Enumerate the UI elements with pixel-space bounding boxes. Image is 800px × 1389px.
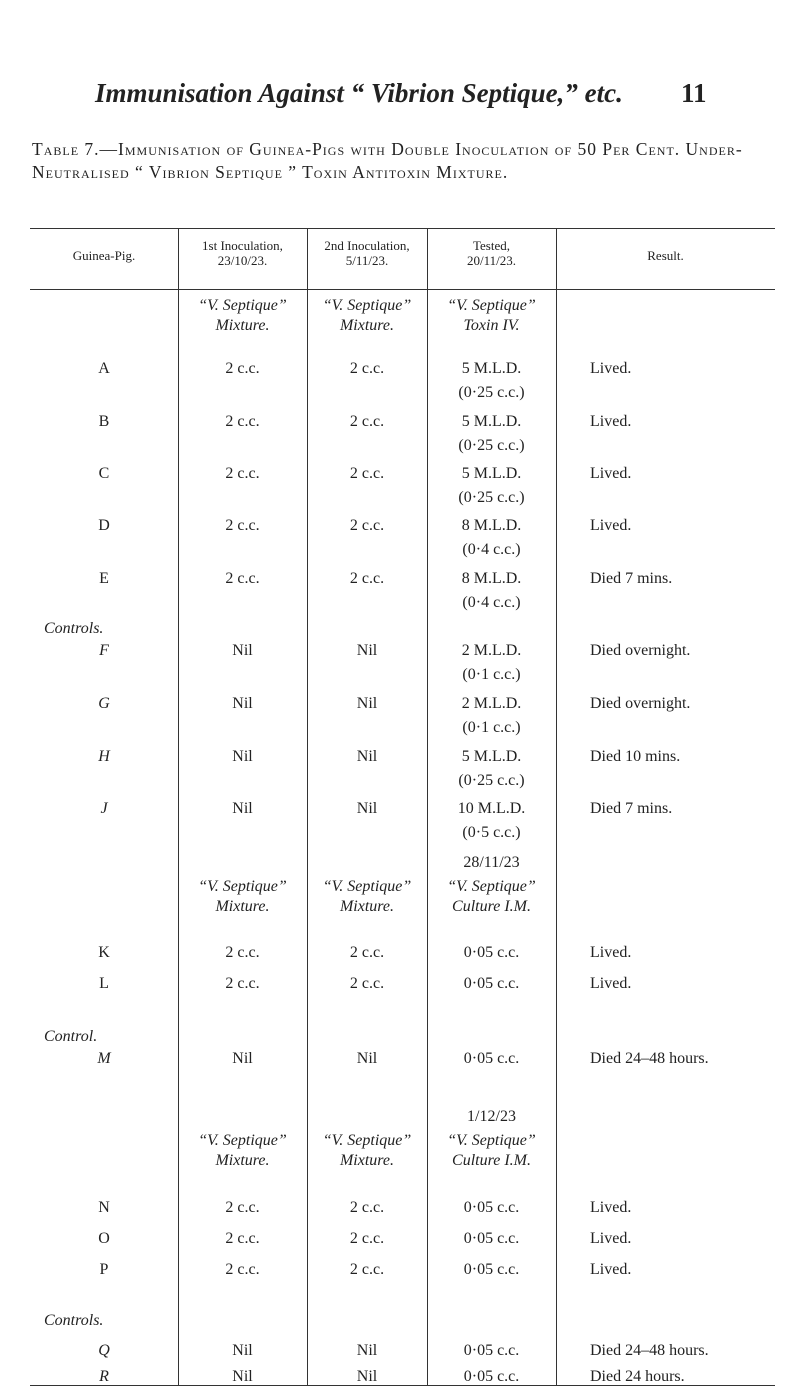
row-pig-C: C bbox=[98, 465, 110, 482]
row-tested-dose: 2 M.L.D. bbox=[461, 695, 522, 712]
row-result: Lived. bbox=[590, 413, 632, 430]
sub-header-first-2: Mixture. bbox=[215, 317, 270, 334]
running-head-title: Immunisation Against “ Vibrion Septique,” etc. bbox=[95, 78, 623, 108]
row-tested-volume: (0·1 c.c.) bbox=[462, 719, 521, 736]
row-tested-dose: 2 M.L.D. bbox=[461, 642, 522, 659]
section-date: 1/12/23 bbox=[467, 1108, 516, 1125]
row-first-inoc: 2 c.c. bbox=[225, 517, 260, 534]
row-tested-volume: (0·4 c.c.) bbox=[462, 541, 521, 558]
row-tested-dose: 10 M.L.D. bbox=[457, 800, 526, 817]
row-result: Died overnight. bbox=[590, 695, 691, 712]
row-pig-E: E bbox=[99, 570, 109, 587]
row-result: Died 24–48 hours. bbox=[590, 1342, 709, 1359]
sub-header-second: “V. Septique” bbox=[322, 1132, 412, 1149]
row-first-inoc: 2 c.c. bbox=[225, 975, 260, 992]
sub-header-second-2: Mixture. bbox=[339, 1152, 395, 1169]
row-tested-dose: 0·05 c.c. bbox=[463, 1368, 520, 1385]
row-first-inoc: 2 c.c. bbox=[225, 360, 260, 377]
header-first-inoculation: 1st Inoculation, 23/10/23. bbox=[202, 238, 283, 268]
sub-header-tested: “V. Septique” bbox=[447, 878, 536, 895]
sub-header-second: “V. Septique” bbox=[322, 878, 412, 895]
row-pig-P: P bbox=[99, 1261, 109, 1278]
row-pig-A: A bbox=[98, 360, 110, 377]
row-second-inoc: 2 c.c. bbox=[349, 1261, 385, 1278]
row-tested-volume: (0·4 c.c.) bbox=[462, 594, 521, 611]
header-tested: Tested, 20/11/23. bbox=[467, 238, 516, 268]
row-result: Died 24 hours. bbox=[590, 1368, 685, 1385]
row-first-inoc: 2 c.c. bbox=[225, 570, 260, 587]
row-tested-dose: 0·05 c.c. bbox=[463, 944, 520, 961]
row-pig-B: B bbox=[98, 413, 110, 430]
row-second-inoc: 2 c.c. bbox=[349, 360, 385, 377]
controls-label: Controls. bbox=[44, 1312, 104, 1329]
row-pig-M: M bbox=[97, 1050, 111, 1067]
row-tested-volume: (0·25 c.c.) bbox=[458, 437, 525, 454]
row-pig-K: K bbox=[98, 944, 110, 961]
row-result: Lived. bbox=[590, 517, 632, 534]
row-pig-D: D bbox=[98, 517, 110, 534]
row-result: Died 24–48 hours. bbox=[590, 1050, 709, 1067]
row-second-inoc: Nil bbox=[356, 748, 378, 765]
row-first-inoc: Nil bbox=[232, 748, 253, 765]
row-first-inoc: Nil bbox=[232, 1342, 253, 1359]
row-second-inoc: Nil bbox=[356, 1368, 378, 1385]
row-first-inoc: 2 c.c. bbox=[225, 465, 260, 482]
row-second-inoc: Nil bbox=[356, 1050, 378, 1067]
row-second-inoc: 2 c.c. bbox=[349, 1199, 385, 1216]
row-second-inoc: 2 c.c. bbox=[349, 1230, 385, 1247]
column-rule-4 bbox=[556, 228, 557, 1385]
row-pig-F: F bbox=[99, 642, 109, 659]
row-result: Died 7 mins. bbox=[590, 570, 673, 587]
row-result: Died 7 mins. bbox=[590, 800, 673, 817]
row-tested-volume: (0·25 c.c.) bbox=[458, 489, 525, 506]
row-result: Lived. bbox=[590, 465, 632, 482]
page-number: 11 bbox=[681, 78, 707, 108]
row-result: Died overnight. bbox=[590, 642, 691, 659]
row-second-inoc: Nil bbox=[356, 695, 378, 712]
header-second-inoculation: 2nd Inoculation, 5/11/23. bbox=[324, 238, 410, 268]
row-first-inoc: 2 c.c. bbox=[225, 1199, 260, 1216]
row-tested-volume: (0·5 c.c.) bbox=[462, 824, 521, 841]
header-result: Result. bbox=[647, 248, 684, 263]
table-caption-label: Table 7. bbox=[32, 139, 100, 159]
sub-header-first: “V. Septique” bbox=[198, 297, 287, 314]
row-tested-dose: 5 M.L.D. bbox=[461, 748, 522, 765]
row-pig-O: O bbox=[98, 1230, 110, 1247]
row-tested-dose: 0·05 c.c. bbox=[463, 1230, 520, 1247]
row-first-inoc: Nil bbox=[232, 695, 253, 712]
row-pig-L: L bbox=[99, 975, 109, 992]
table-caption-text: —Immunisation of Guinea-Pigs with Double Inoculation of 50 Per Cent. Under-Neutralised “ Vibrion Septique ” Toxin Antitoxin Mixture. bbox=[32, 139, 743, 182]
section-date: 28/11/23 bbox=[463, 854, 520, 871]
row-pig-J: J bbox=[100, 800, 108, 817]
sub-header-first-2: Mixture. bbox=[215, 1152, 270, 1169]
row-pig-R: R bbox=[99, 1368, 109, 1385]
sub-header-first: “V. Septique” bbox=[198, 878, 287, 895]
row-second-inoc: Nil bbox=[356, 1342, 378, 1359]
sub-header-tested: “V. Septique” bbox=[447, 297, 536, 314]
row-first-inoc: Nil bbox=[232, 1050, 253, 1067]
row-first-inoc: Nil bbox=[232, 800, 253, 817]
row-first-inoc: 2 c.c. bbox=[225, 1230, 260, 1247]
row-second-inoc: 2 c.c. bbox=[349, 944, 385, 961]
controls-label: Controls. bbox=[44, 620, 104, 637]
row-second-inoc: 2 c.c. bbox=[349, 975, 385, 992]
sub-header-tested: “V. Septique” bbox=[447, 1132, 536, 1149]
row-tested-dose: 0·05 c.c. bbox=[463, 1050, 520, 1067]
row-tested-dose: 5 M.L.D. bbox=[461, 360, 522, 377]
row-second-inoc: 2 c.c. bbox=[349, 517, 385, 534]
row-second-inoc: 2 c.c. bbox=[349, 570, 385, 587]
sub-header-tested-2: Culture I.M. bbox=[452, 898, 531, 915]
sub-header-second-2: Mixture. bbox=[339, 317, 395, 334]
row-first-inoc: 2 c.c. bbox=[225, 944, 260, 961]
row-tested-dose: 0·05 c.c. bbox=[463, 1261, 520, 1278]
header-guinea-pig: Guinea-Pig. bbox=[72, 248, 136, 263]
row-first-inoc: 2 c.c. bbox=[225, 1261, 260, 1278]
row-pig-N: N bbox=[98, 1199, 110, 1216]
row-tested-dose: 8 M.L.D. bbox=[461, 517, 522, 534]
row-pig-G: G bbox=[98, 695, 110, 712]
row-tested-dose: 0·05 c.c. bbox=[463, 975, 520, 992]
sub-header-tested-2: Culture I.M. bbox=[452, 1152, 531, 1169]
sub-header-first: “V. Septique” bbox=[198, 1132, 287, 1149]
row-second-inoc: Nil bbox=[356, 642, 378, 659]
row-tested-volume: (0·25 c.c.) bbox=[458, 772, 525, 789]
row-result: Lived. bbox=[590, 360, 632, 377]
row-pig-H: H bbox=[98, 748, 110, 765]
row-tested-dose: 0·05 c.c. bbox=[463, 1199, 520, 1216]
row-second-inoc: 2 c.c. bbox=[349, 413, 385, 430]
row-tested-volume: (0·1 c.c.) bbox=[462, 666, 521, 683]
sub-header-tested-2: Toxin IV. bbox=[463, 317, 520, 334]
row-first-inoc: Nil bbox=[232, 1368, 253, 1385]
row-second-inoc: Nil bbox=[356, 800, 378, 817]
row-result: Lived. bbox=[590, 975, 632, 992]
row-tested-dose: 5 M.L.D. bbox=[461, 413, 522, 430]
row-tested-volume: (0·25 c.c.) bbox=[458, 384, 525, 401]
table-header-rule bbox=[30, 289, 775, 290]
row-second-inoc: 2 c.c. bbox=[349, 465, 385, 482]
row-pig-Q: Q bbox=[98, 1342, 110, 1359]
row-first-inoc: 2 c.c. bbox=[225, 413, 260, 430]
row-result: Lived. bbox=[590, 944, 632, 961]
row-tested-dose: 8 M.L.D. bbox=[461, 570, 522, 587]
row-result: Lived. bbox=[590, 1230, 632, 1247]
row-result: Lived. bbox=[590, 1199, 632, 1216]
row-result: Lived. bbox=[590, 1261, 632, 1278]
sub-header-second-2: Mixture. bbox=[339, 898, 395, 915]
row-first-inoc: Nil bbox=[232, 642, 253, 659]
row-tested-dose: 0·05 c.c. bbox=[463, 1342, 520, 1359]
sub-header-first-2: Mixture. bbox=[215, 898, 270, 915]
controls-label: Control. bbox=[44, 1028, 98, 1045]
sub-header-second: “V. Septique” bbox=[322, 297, 412, 314]
row-result: Died 10 mins. bbox=[590, 748, 681, 765]
table-top-rule bbox=[30, 228, 775, 229]
row-tested-dose: 5 M.L.D. bbox=[461, 465, 522, 482]
